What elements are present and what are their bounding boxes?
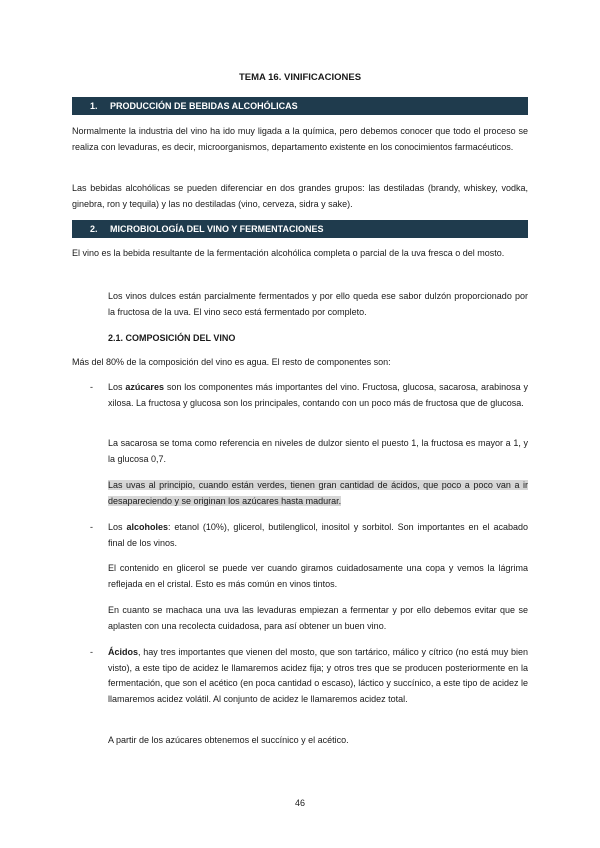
section-number: 2. [90,224,98,234]
highlighted-text: Las uvas al principio, cuando están verdes, tienen gran cantidad de ácidos, que poco a poco van a ir desapareciendo y se originan los azúcares hasta madurar. [108,480,528,506]
bold-term: azúcares [125,382,164,392]
bold-term: Ácidos [108,647,139,657]
bullet-mark: - [90,522,93,532]
paragraph: Las bebidas alcohólicas se pueden diferenciar en dos grandes grupos: las destiladas (brandy, whiskey, vodka, ginebra, ron y tequila) y las no destiladas (vino, cerveza, sidra y sake). [72,183,528,209]
text: , hay tres importantes que vienen del mosto, que son tartárico, málico y cítrico (no está muy bien visto), a este tipo de acidez le llamaremos acidez fija; y otros tres que se producen posteriormente en la fermentación, que son el acético (en poca cantidad o escaso), láctico y succínico, a este tipo de acidez le llamaremos acidez volátil. Al conjunto de acidez le llamaremos acidez total. [108,647,528,704]
text: Los [108,382,126,392]
section-number: 1. [90,101,98,111]
indented-paragraph: A partir de los azúcares obtenemos el succínico y el acético. [108,735,349,745]
text: : etanol (10%), glicerol, butilenglicol, inositol y sorbitol. Son importantes en el acabado final de los vinos. [108,522,528,548]
section-header-2 [72,220,528,238]
section-header-1 [72,97,528,115]
indented-paragraph: El contenido en glicerol se puede ver cuando giramos cuidadosamente una copa y vemos la lágrima reflejada en el cristal. Esto es más común en vinos tintos. [108,563,528,589]
text: Los [108,522,127,532]
paragraph: El vino es la bebida resultante de la fermentación alcohólica completa o parcial de la uva fresca o del mosto. [72,248,505,258]
paragraph: Normalmente la industria del vino ha ido muy ligada a la química, pero debemos conocer que todo el proceso se realiza con levaduras, es decir, microorganismos, departamento existente en los conocimientos farmacéuticos. [72,126,528,152]
indented-paragraph: En cuanto se machaca una uva las levaduras empiezan a fermentar y por ello debemos evitar que se aplasten con una recolecta cuidadosa, para así obtener un buen vino. [108,605,528,631]
list-item-acidos [108,645,528,707]
indented-paragraph: Los vinos dulces están parcialmente fermentados y por ello queda ese sabor dulzón proporcionado por la fructosa de la uva. El vino seco está fermentado por completo. [108,291,528,317]
bullet-mark: - [90,647,93,657]
list-item-alcoholes [108,520,528,551]
text: son los componentes más importantes del vino. Fructosa, glucosa, sacarosa, arabinosa y xilosa. La fructosa y glucosa son los principales, contando con un poco más de fructosa que de glucosa. [108,382,528,408]
bold-term: alcoholes [126,522,168,532]
page-number: 46 [294,798,305,808]
subsection-heading: 2.1. COMPOSICIÓN DEL VINO [108,333,236,343]
bullet-mark: - [90,382,93,392]
section-label: PRODUCCIÓN DE BEBIDAS ALCOHÓLICAS [110,101,298,111]
list-item-azucares [108,380,528,411]
page-title: TEMA 16. VINIFICACIONES [238,72,362,83]
highlighted-paragraph [108,478,528,509]
section-label: MICROBIOLOGÍA DEL VINO Y FERMENTACIONES [110,224,324,234]
indented-paragraph: La sacarosa se toma como referencia en niveles de dulzor siento el puesto 1, la fructosa es mayor a 1, y la glucosa 0,7. [108,438,528,464]
paragraph: Más del 80% de la composición del vino es agua. El resto de componentes son: [72,357,391,367]
